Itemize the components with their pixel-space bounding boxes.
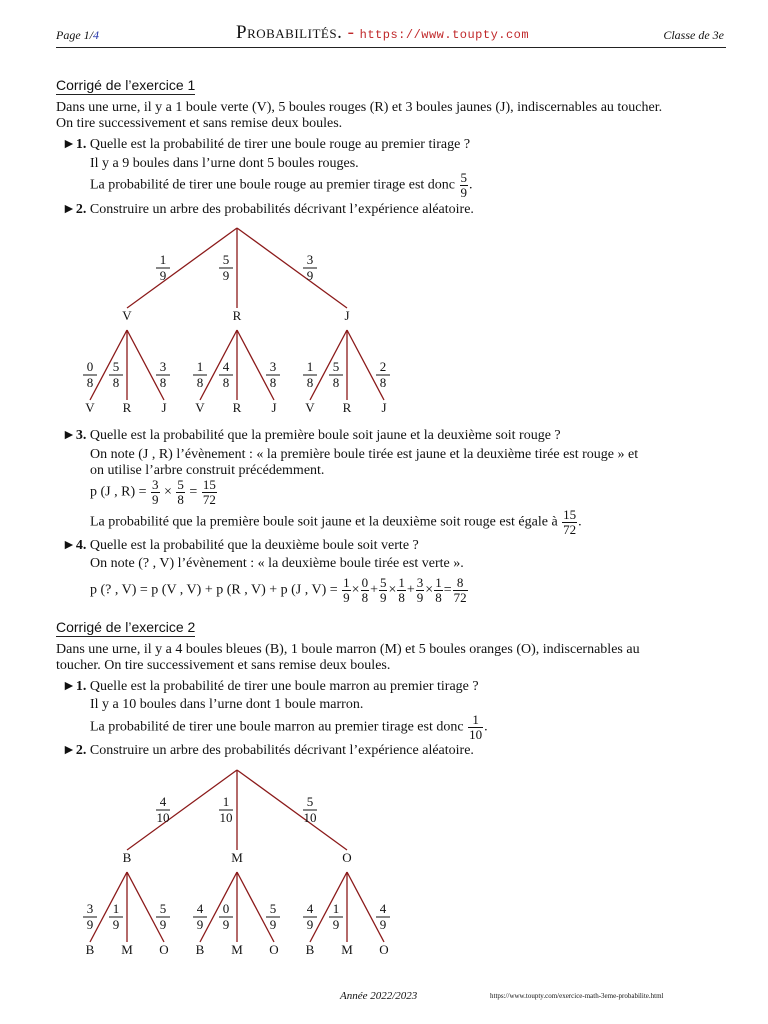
- footer-url-link[interactable]: https://www.toupty.com/exercice-math-3eme-probabilite.html: [490, 992, 664, 1000]
- ex2-tree-prob-l2-den: 9: [222, 917, 230, 932]
- ex2-tree-prob-l2-den: 9: [332, 917, 340, 932]
- ex2-tree-prob-l2-num: 0: [222, 901, 230, 916]
- ex2-tree-prob-l2-den: 9: [306, 917, 314, 932]
- ex2-tree-prob-l1-den: 10: [156, 810, 170, 825]
- ex1-q3-equation: p (J , R) = $\frac{3}{9}$ × $\frac{5}{8}$ = $\frac{15}{72}$: [90, 477, 216, 507]
- page-title: Probabilités. - https://www.toupty.com: [236, 22, 530, 43]
- ex1-tree-node-l2: J: [271, 400, 277, 415]
- ex1-q1-line1: Il y a 9 boules dans l’urne dont 5 boules rouges.: [90, 156, 359, 171]
- ex1-tree-prob-l2-num: 4: [222, 359, 230, 374]
- ex1-tree-prob-l2-num: 5: [332, 359, 340, 374]
- ex2-tree-prob-l2-num: 3: [86, 901, 94, 916]
- ex1-q4: ►4. Quelle est la probabilité que la deuxième boule soit verte ?: [62, 538, 419, 553]
- probability-tree-ex2: [0, 762, 768, 962]
- ex1-tree-prob-l1-num: 5: [222, 252, 230, 267]
- ex1-tree-node-l2: J: [161, 400, 167, 415]
- ex2-tree-branch-l2: [200, 872, 237, 942]
- ex2-tree-node-l1: O: [342, 850, 352, 865]
- ex2-tree-prob-l1-num: 5: [306, 794, 314, 809]
- ex1-tree-branch-l2: [200, 330, 237, 400]
- class-label: Classe de 3e: [663, 28, 724, 42]
- ex2-tree-branch-l2: [127, 872, 164, 942]
- ex2-tree-node-l2: B: [85, 942, 95, 957]
- ex2-tree-prob-l2-den: 9: [159, 917, 167, 932]
- ex1-q4-equation: p (? , V) = p (V , V) + p (R , V) + p (J , V) = $\frac{1}{9}$ × $\frac{0}{8}$ + $\frac{5}{9}$ × $\frac{1}{8}$ + $\frac{3}{9}$ × $\frac{1}{8}$ = $\frac{8}{72}$: [90, 575, 467, 605]
- ex1-tree-branch-l2: [347, 330, 384, 400]
- ex2-tree-node-l2: O: [269, 942, 279, 957]
- ex2-tree-prob-l1-num: 1: [222, 794, 230, 809]
- ex2-tree-prob-l2-num: 1: [112, 901, 120, 916]
- ex1-tree-prob-l2-den: 8: [112, 375, 120, 390]
- header-divider: [56, 47, 726, 48]
- ex2-tree-node-l2: O: [379, 942, 389, 957]
- ex1-q3: ►3. Quelle est la probabilité que la première boule soit jaune et la deuxième soit rouge ?: [62, 428, 561, 443]
- ex2-tree-prob-l1-den: 10: [219, 810, 233, 825]
- ex1-tree-node-l2: V: [305, 400, 315, 415]
- ex1-tree-prob-l2-num: 2: [379, 359, 387, 374]
- ex1-tree-node-l2: J: [381, 400, 387, 415]
- ex1-tree-prob-l2-den: 8: [306, 375, 314, 390]
- ex1-q1: ►1. Quelle est la probabilité de tirer une boule rouge au premier tirage ?: [62, 137, 471, 152]
- ex2-q2: ►2. Construire un arbre des probabilités décrivant l’expérience aléatoire.: [62, 743, 474, 758]
- ex1-tree-prob-l2-den: 8: [159, 375, 167, 390]
- ex1-tree-node-l2: V: [195, 400, 205, 415]
- ex2-tree-branch-l2: [237, 872, 274, 942]
- ex1-tree-prob-l2-num: 0: [86, 359, 94, 374]
- ex1-tree-node-l2: R: [122, 400, 132, 415]
- ex2-tree-branch-l2: [90, 872, 127, 942]
- ex2-tree-prob-l2-num: 4: [196, 901, 204, 916]
- ex2-tree-prob-l2-num: 5: [159, 901, 167, 916]
- ex2-tree-prob-l2-den: 9: [196, 917, 204, 932]
- ex1-tree-branch-l2: [237, 330, 274, 400]
- ex1-tree-prob-l2-num: 3: [159, 359, 167, 374]
- ex2-tree-prob-l2-den: 9: [112, 917, 120, 932]
- site-url-link[interactable]: https://www.toupty.com: [359, 28, 530, 42]
- ex1-tree-branch-l2: [90, 330, 127, 400]
- ex1-tree-prob-l2-num: 3: [269, 359, 277, 374]
- ex2-tree-prob-l2-num: 4: [379, 901, 387, 916]
- ex1-tree-branch-l1: [237, 228, 347, 308]
- ex2-tree-prob-l2-num: 4: [306, 901, 314, 916]
- ex1-tree-prob-l1-den: 9: [159, 268, 167, 283]
- ex2-tree-prob-l2-den: 9: [379, 917, 387, 932]
- ex2-q1-line1: Il y a 10 boules dans l’urne dont 1 boule marron.: [90, 697, 364, 712]
- ex1-tree-prob-l2-num: 1: [306, 359, 314, 374]
- ex2-tree-node-l1: B: [122, 850, 132, 865]
- ex1-q3-conclusion: La probabilité que la première boule soit jaune et la deuxième soit rouge est égale à $\frac{15}{72}$ .: [90, 507, 582, 537]
- ex2-tree-node-l2: M: [121, 942, 133, 957]
- ex1-tree-prob-l2-den: 8: [86, 375, 94, 390]
- ex2-tree-node-l1: M: [231, 850, 243, 865]
- ex2-tree-branch-l2: [347, 872, 384, 942]
- ex1-tree-node-l1: V: [122, 308, 132, 323]
- ex2-intro: Dans une urne, il y a 4 boules bleues (B), 1 boule marron (M) et 5 boules oranges (O), indiscernables au toucher. On tire successivement et sans remise deux boules.: [56, 642, 640, 673]
- ex2-tree-node-l2: B: [305, 942, 315, 957]
- ex2-tree-branch-l1: [237, 770, 347, 850]
- ex2-tree-prob-l2-den: 9: [269, 917, 277, 932]
- ex2-tree-prob-l2-num: 5: [269, 901, 277, 916]
- ex2-tree-node-l2: M: [231, 942, 243, 957]
- ex1-tree-branch-l2: [310, 330, 347, 400]
- ex1-tree-prob-l1-num: 3: [306, 252, 314, 267]
- ex1-tree-prob-l2-den: 8: [269, 375, 277, 390]
- ex2-q1-answer: La probabilité de tirer une boule marron au premier tirage est donc $\frac{1}{10}$ .: [90, 712, 488, 742]
- ex1-tree-prob-l2-den: 8: [332, 375, 340, 390]
- ex1-tree-prob-l1-den: 9: [222, 268, 230, 283]
- ex1-tree-node-l1: J: [344, 308, 350, 323]
- ex1-tree-prob-l2-den: 8: [196, 375, 204, 390]
- ex1-tree-node-l2: R: [342, 400, 352, 415]
- ex2-tree-prob-l2-den: 9: [86, 917, 94, 932]
- ex1-q3-text: On note (J , R) l’évènement : « la première boule tirée est jaune et la deuxième tirée est rouge » et on utilise l’arbre construit précédemment.: [90, 447, 639, 478]
- ex1-tree-node-l2: R: [232, 400, 242, 415]
- page-total-link[interactable]: 4: [93, 28, 99, 42]
- ex2-tree-node-l2: O: [159, 942, 169, 957]
- ex1-tree-prob-l1-den: 9: [306, 268, 314, 283]
- ex2-tree-node-l2: M: [341, 942, 353, 957]
- ex1-tree-prob-l2-den: 8: [222, 375, 230, 390]
- ex2-tree-prob-l1-num: 4: [159, 794, 167, 809]
- probability-tree-ex1: [0, 220, 768, 420]
- section-title-ex1: Corrigé de l’exercice 1: [56, 77, 196, 93]
- ex2-tree-prob-l1-den: 10: [303, 810, 317, 825]
- ex1-tree-prob-l2-den: 8: [379, 375, 387, 390]
- ex1-q2: ►2. Construire un arbre des probabilités décrivant l’expérience aléatoire.: [62, 202, 474, 217]
- ex1-tree-prob-l2-num: 1: [196, 359, 204, 374]
- ex1-tree-branch-l2: [127, 330, 164, 400]
- page-number: Page 1/4: [56, 28, 99, 42]
- footer-year: Année 2022/2023: [340, 990, 418, 1002]
- ex1-q4-text: On note (? , V) l’évènement : « la deuxième boule tirée est verte ».: [90, 556, 464, 571]
- ex1-q1-answer: La probabilité de tirer une boule rouge au premier tirage est donc $\frac{5}{9}$ .: [90, 170, 473, 200]
- ex1-tree-node-l1: R: [232, 308, 242, 323]
- ex1-tree-prob-l1-num: 1: [159, 252, 167, 267]
- ex2-q1: ►1. Quelle est la probabilité de tirer une boule marron au premier tirage ?: [62, 679, 479, 694]
- section-title-ex2: Corrigé de l’exercice 2: [56, 619, 196, 635]
- ex1-intro: Dans une urne, il y a 1 boule verte (V), 5 boules rouges (R) et 3 boules jaunes (J), indiscernables au toucher. On tire successivement et sans remise deux boules.: [56, 100, 663, 131]
- ex2-tree-branch-l2: [310, 872, 347, 942]
- ex2-tree-prob-l2-num: 1: [332, 901, 340, 916]
- ex2-tree-node-l2: B: [195, 942, 205, 957]
- ex1-tree-prob-l2-num: 5: [112, 359, 120, 374]
- ex1-tree-node-l2: V: [85, 400, 95, 415]
